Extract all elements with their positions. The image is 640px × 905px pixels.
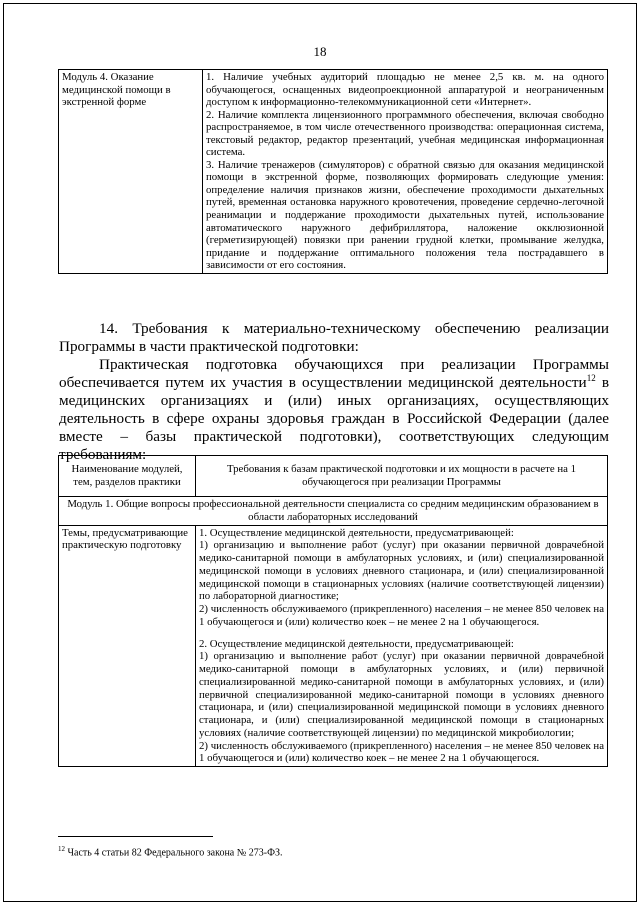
table-header-row bbox=[59, 456, 608, 497]
section-14 bbox=[59, 320, 609, 464]
requirement-item: 3. Наличие тренажеров (симуляторов) с обратной связью для оказания медицинской помощи в экстренной форме, позволяющих формировать следующие умения: определение наличия признаков жизни, обеспечение проходимости дыхательных путей, временная остановка наружного кровотечения, проведение сердечно-легочной реанимации и поддержание проходимости дыхательных путей, использование автоматического наружного дефибриллятора, наложение окклюзионной (герметизирующей) повязки при ранении грудной клетки, промывание желудка, придание и поддержание оптимального положения тела пострадавшего в зависимости от его состояния. bbox=[206, 158, 604, 272]
requirement-item: 2. Наличие комплекта лицензионного программного обеспечения, включая свободно распространяемое, в том числе отечественного производства: операционная система, текстовый редактор, редактор презентаций, учебная медицинская информационная система. bbox=[206, 108, 604, 159]
footnote-number: 12 bbox=[58, 845, 65, 853]
footnote-text: Часть 4 статьи 82 Федерального закона № 273-ФЗ. bbox=[65, 847, 283, 859]
block-item: 1) организацию и выполнение работ (услуг) при оказании первичной доврачебной медико-санитарной помощи в амбулаторных условиях, и (или) специализированной медицинской помощи в условиях дневного стационара, и (или) специализированной медицинской помощи в стационарных условиях (наличие соответствующей лицензии) по лабораторной диагностике; bbox=[199, 539, 604, 603]
practice-bases-table bbox=[58, 455, 608, 767]
footnote-divider bbox=[58, 836, 213, 837]
requirement-item: 1. Наличие учебных аудиторий площадью не менее 2,5 кв. м. на одного обучающегося, оснащенных видеопроекционной аппаратурой и неограниченным доступом к информационно-телекоммуникационной сети «Интернет». bbox=[206, 71, 604, 109]
module-row: Модуль 1. Общие вопросы профессиональной деятельности специалиста со средним медицинским образованием в области лабораторных исследований bbox=[59, 497, 608, 526]
header-col-requirements: Требования к базам практической подготовки и их мощности в расчете на 1 обучающегося при реализации Программы bbox=[196, 456, 608, 497]
topics-cell: Темы, предусматривающие практическую подготовку bbox=[59, 525, 196, 767]
footnote-ref: 12 bbox=[586, 372, 596, 383]
table-row bbox=[59, 525, 608, 767]
section-heading: 14. Требования к материально-техническому обеспечению реализации Программы в части практической подготовки: bbox=[59, 320, 609, 355]
page-number: 18 bbox=[313, 44, 327, 59]
table-row bbox=[59, 497, 608, 526]
requirements-cell bbox=[196, 525, 608, 767]
block-title: 2. Осуществление медицинской деятельности, предусматривающей: bbox=[199, 637, 514, 650]
footnote bbox=[58, 843, 283, 859]
section-paragraph bbox=[59, 356, 609, 464]
block-title: 1. Осуществление медицинской деятельности, предусматривающей: bbox=[199, 526, 514, 539]
paragraph-text: Практическая подготовка обучающихся при реализации Программы обеспечивается путем их участия в осуществлении медицинской деятельности bbox=[59, 356, 609, 391]
table-row bbox=[59, 70, 608, 274]
requirements-cell bbox=[203, 70, 608, 274]
block-item: 1) организацию и выполнение работ (услуг) при оказании первичной доврачебной медико-санитарной помощи в амбулаторных условиях, и (или) первичной специализированной медико-санитарной помощи в амбулаторных условиях, и (или) первичной специализированной медико-санитарной помощи в условиях дневного стационара, и (или) специализированной медицинской помощи в условиях дневного стационара, и (или) специализированной медицинской помощи в стационарных условиях (наличие соответствующей лицензии) по медицинской микробиологии; bbox=[199, 650, 604, 739]
paragraph-text: в медицинских организациях и (или) иных организациях, осуществляющих деятельность в сфере охраны здоровья граждан в Российской Федерации (далее вместе – базы практической подготовки), соответствующих следующим требованиям: bbox=[59, 374, 610, 463]
spacer bbox=[199, 629, 604, 638]
block-item: 2) численность обслуживаемого (прикрепленного) населения – не менее 850 человек на 1 обучающегося и (или) количество коек – не менее 2 на 1 обучающегося. bbox=[199, 603, 604, 628]
block-item: 2) численность обслуживаемого (прикрепленного) населения – не менее 850 человек на 1 обучающегося и (или) количество коек – не менее 2 на 1 обучающегося. bbox=[199, 739, 604, 765]
module4-table bbox=[58, 69, 608, 274]
header-col-modules: Наименование модулей, тем, разделов практики bbox=[59, 456, 196, 497]
module-name: Модуль 4. Оказание медицинской помощи в экстренной форме bbox=[59, 70, 203, 274]
